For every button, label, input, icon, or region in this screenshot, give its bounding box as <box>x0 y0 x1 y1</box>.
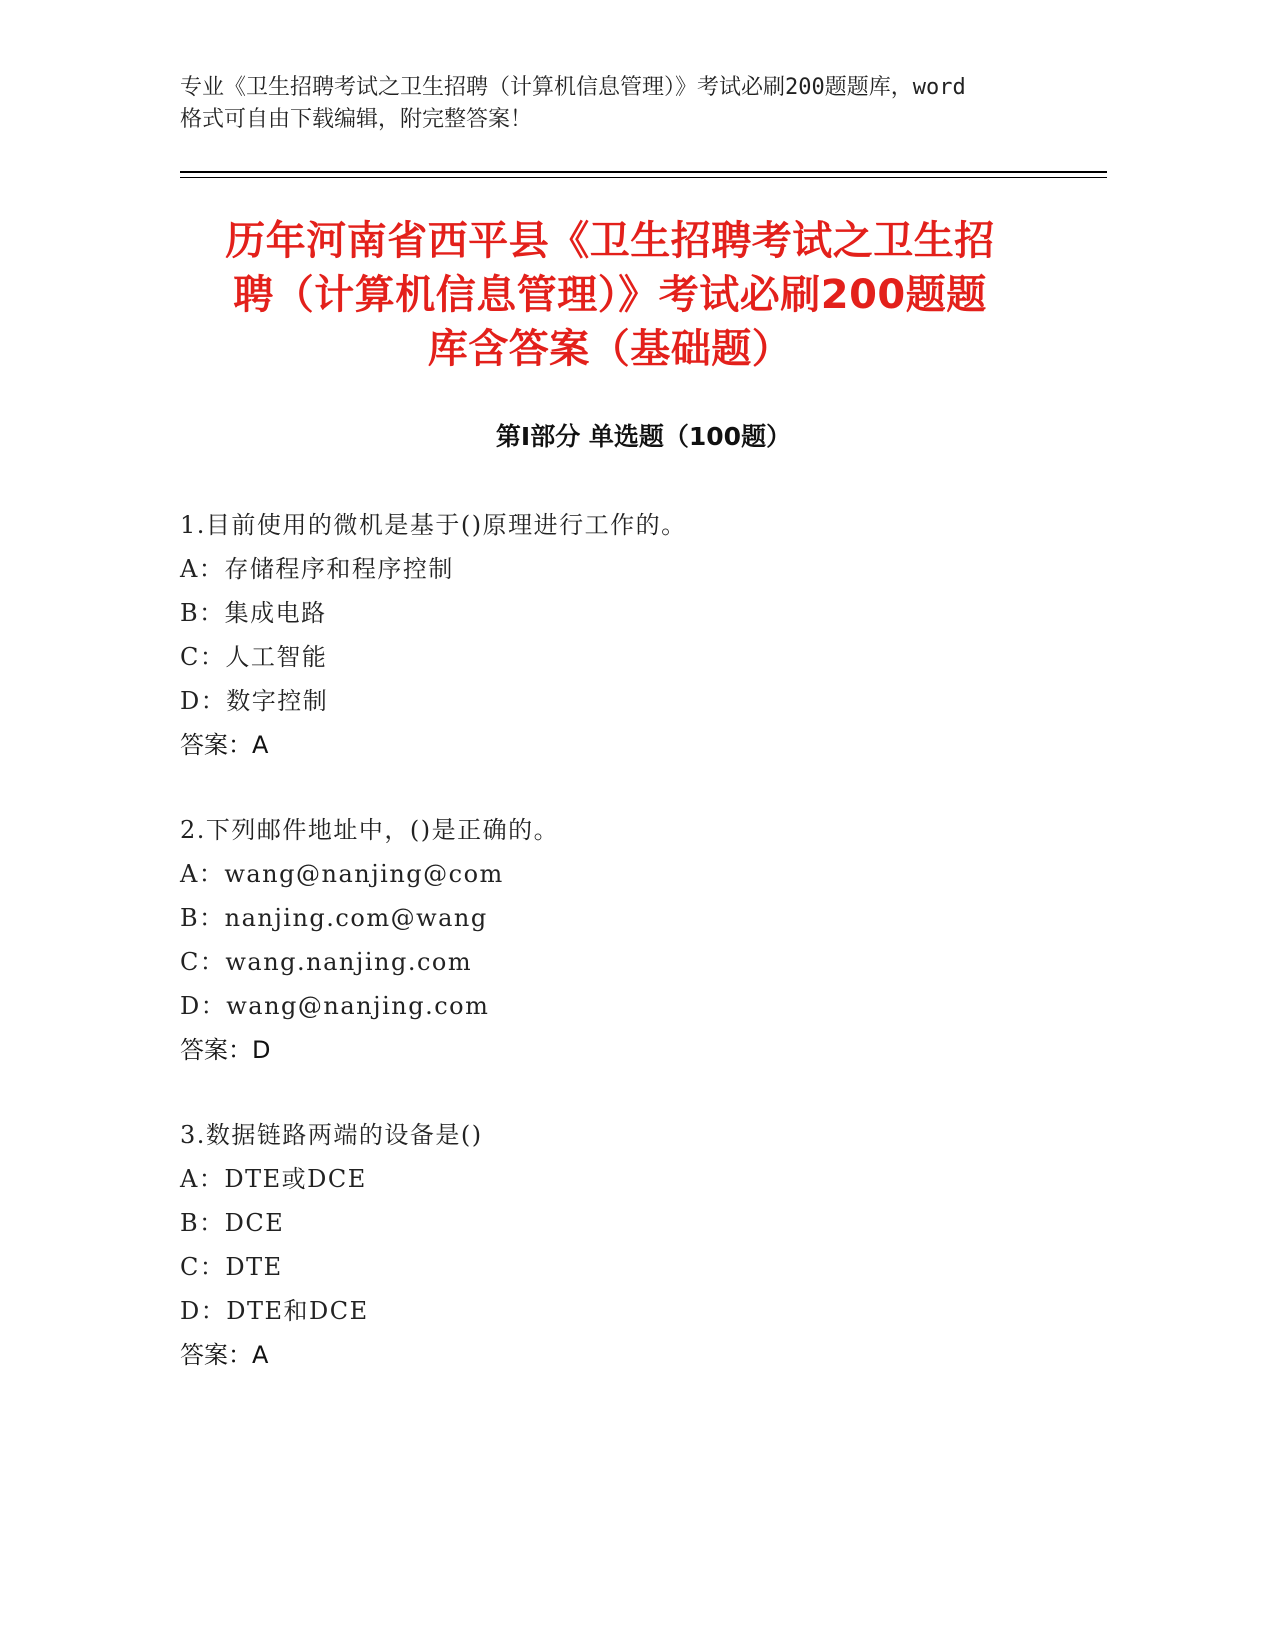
option-b: B：集成电路 <box>180 599 327 627</box>
answer-line: 答案：A <box>180 1341 269 1369</box>
option-b: B：DCE <box>180 1209 285 1237</box>
question-block <box>180 1113 1080 1377</box>
document-title <box>180 214 1040 376</box>
answer-line: 答案：A <box>180 731 269 759</box>
header-note-line: 专业《卫生招聘考试之卫生招聘（计算机信息管理）》考试必刷200题题库，word <box>180 75 966 100</box>
header-note-line: 格式可自由下载编辑，附完整答案！ <box>180 107 533 132</box>
header-note <box>180 72 1080 136</box>
title-line: 历年河南省西平县《卫生招聘考试之卫生招 <box>225 218 995 264</box>
option-a: A：存储程序和程序控制 <box>180 555 454 583</box>
option-d: D：wang@nanjing.com <box>180 992 490 1020</box>
title-line: 聘（计算机信息管理）》考试必刷200题题 <box>233 272 987 318</box>
option-a: A：DTE或DCE <box>180 1165 367 1193</box>
option-d: D：数字控制 <box>180 687 329 715</box>
question-block <box>180 808 1080 1072</box>
header-divider-thin <box>180 177 1107 178</box>
question-stem: 2.下列邮件地址中，()是正确的。 <box>180 816 560 844</box>
title-line: 库含答案（基础题） <box>427 326 793 372</box>
option-c: C：DTE <box>180 1253 283 1281</box>
question-block <box>180 503 1080 767</box>
answer-line: 答案：D <box>180 1036 271 1064</box>
option-b: B：nanjing.com@wang <box>180 904 488 932</box>
header-divider-thick <box>180 171 1107 173</box>
option-a: A：wang@nanjing@com <box>180 860 504 888</box>
question-stem: 1.目前使用的微机是基于()原理进行工作的。 <box>180 511 687 539</box>
option-d: D：DTE和DCE <box>180 1297 369 1325</box>
section-heading: 第Ⅰ部分 单选题（100题） <box>495 422 792 451</box>
question-stem: 3.数据链路两端的设备是() <box>180 1121 483 1149</box>
option-c: C：人工智能 <box>180 643 328 671</box>
option-c: C：wang.nanjing.com <box>180 948 473 976</box>
